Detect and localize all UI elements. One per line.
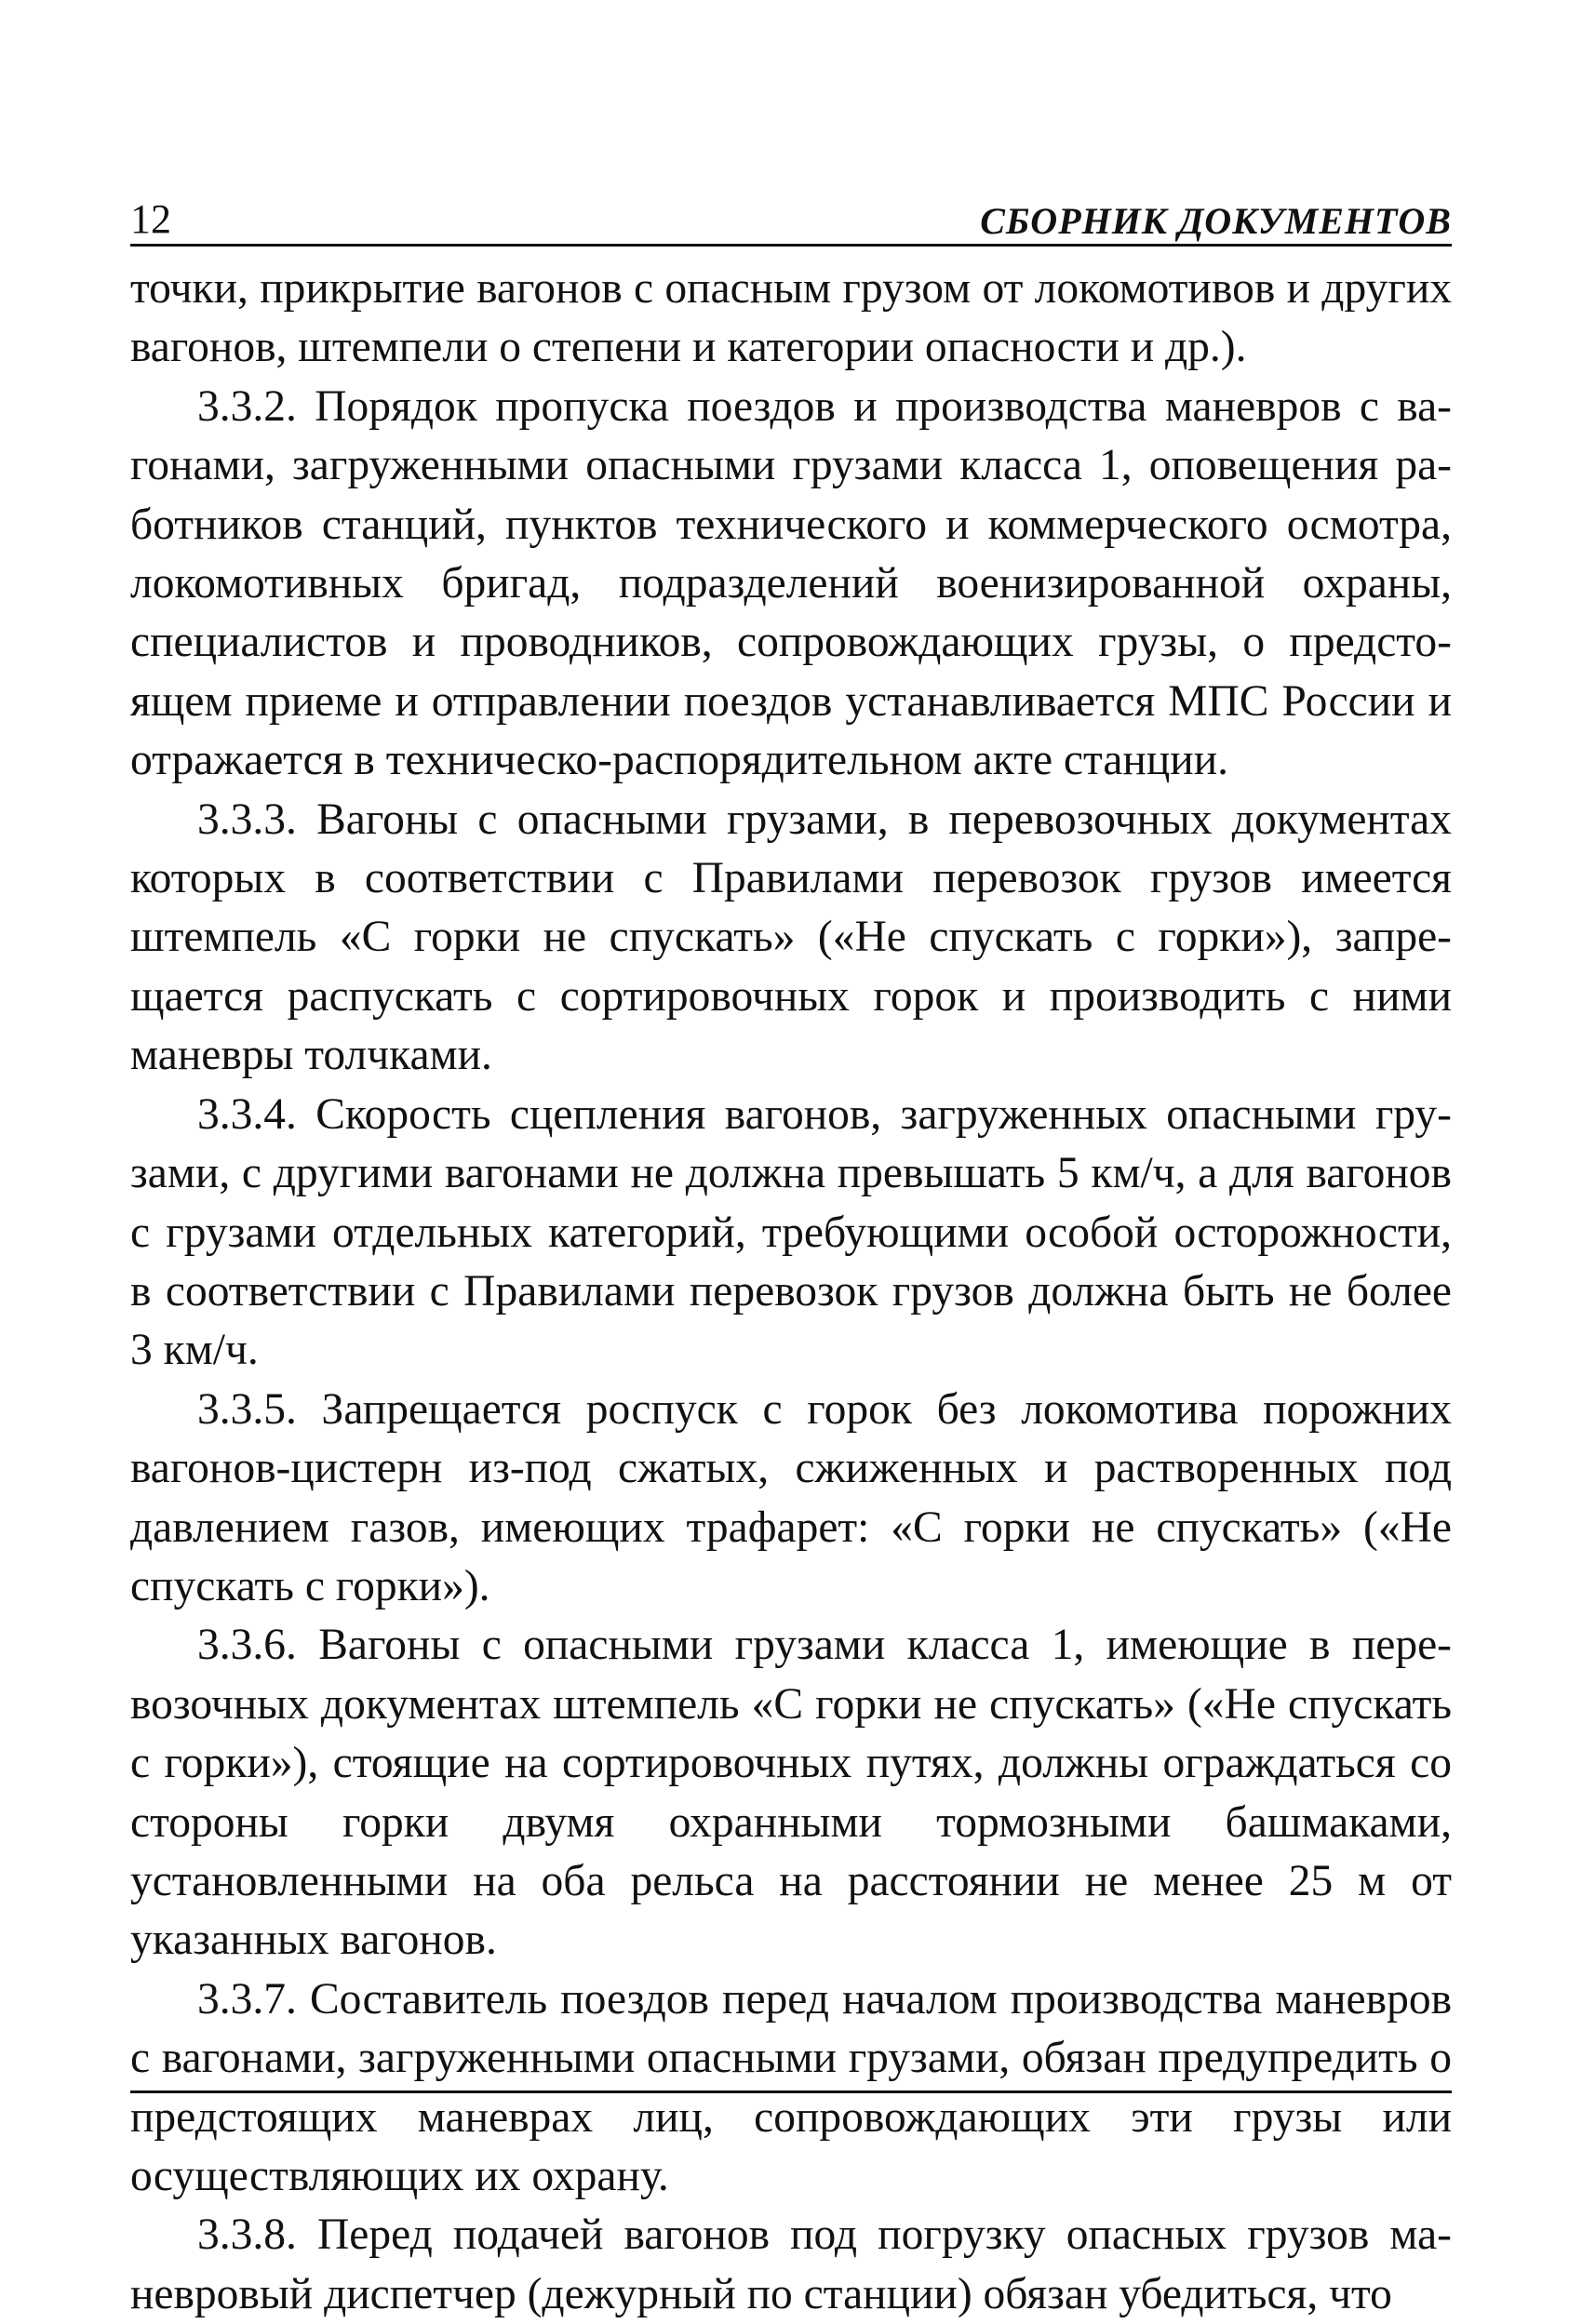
paragraph-3-3-3: 3.3.3. Вагоны с опасными грузами, в перевозочных документах которых в соответствии с Правилами перевозок грузов имеется штемпель «С горки не спускать» («Не спускать с горки»), запрещается распускать с сортировочных горок и производить с ними маневры толчками. (130, 795, 1452, 1080)
paragraph-3-3-8: 3.3.8. Перед подачей вагонов под погрузку опасных грузов маневровый диспетчер (дежурный по станции) обязан убедиться, что (130, 2210, 1452, 2318)
collection-title: СБОРНИК ДОКУМЕНТОВ (980, 200, 1452, 242)
document-page (130, 186, 1452, 2324)
paragraph-3-3-5: 3.3.5. Запрещается роспуск с горок без локомотива порожних вагонов-цистерн из-под сжатых, сжиженных и растворенных под давлением газов, имеющих трафарет: «С горки не спускать» («Не спускать с горки»). (130, 1384, 1452, 1610)
paragraph-3-3-4: 3.3.4. Скорость сцепления вагонов, загруженных опасными грузами, с другими вагонами не должна превышать 5 км/ч, а для вагонов с грузами отдельных категорий, требующими особой осторожности, в соответствии с Правилами перевозок грузов должна быть не более 3 км/ч. (130, 1089, 1452, 1375)
page-number: 12 (130, 196, 171, 242)
running-header (130, 186, 1452, 247)
body-text (130, 260, 1452, 2324)
paragraph-3-3-6: 3.3.6. Вагоны с опасными грузами класса 1, имеющие в перевозочных документах штемпель «С горки не спускать» («Не спускать с горки»), стоящие на сортировочных путях, должны ограждаться со стороны горки двумя охранными тормозными башмаками, установленными на оба рельса на расстоянии не менее 25 м от указанных вагонов. (130, 1621, 1452, 1965)
footer-rule (130, 2090, 1452, 2093)
paragraph-3-3-7: 3.3.7. Составитель поездов перед началом производства маневров с вагонами, загруженными опасными грузами, обязан предупредить о предстоящих маневрах лиц, сопровождающих эти грузы или осуществляющих их охрану. (130, 1974, 1452, 2200)
paragraph-continuation: точки, прикрытие вагонов с опасным грузом от локомотивов и других вагонов, штемпели о степени и категории опасности и др.). (130, 264, 1452, 372)
paragraph-3-3-2: 3.3.2. Порядок пропуска поездов и производства маневров с вагонами, загруженными опасными грузами класса 1, оповещения работников станций, пунктов технического и коммерческого осмотра, локомотивных бригад, подразделений военизированной охраны, специалистов и проводников, сопровождающих грузы, о предстоящем приеме и отправлении поездов устанавливается МПС России и отражается в техническо-распорядительном акте станции. (130, 381, 1452, 785)
